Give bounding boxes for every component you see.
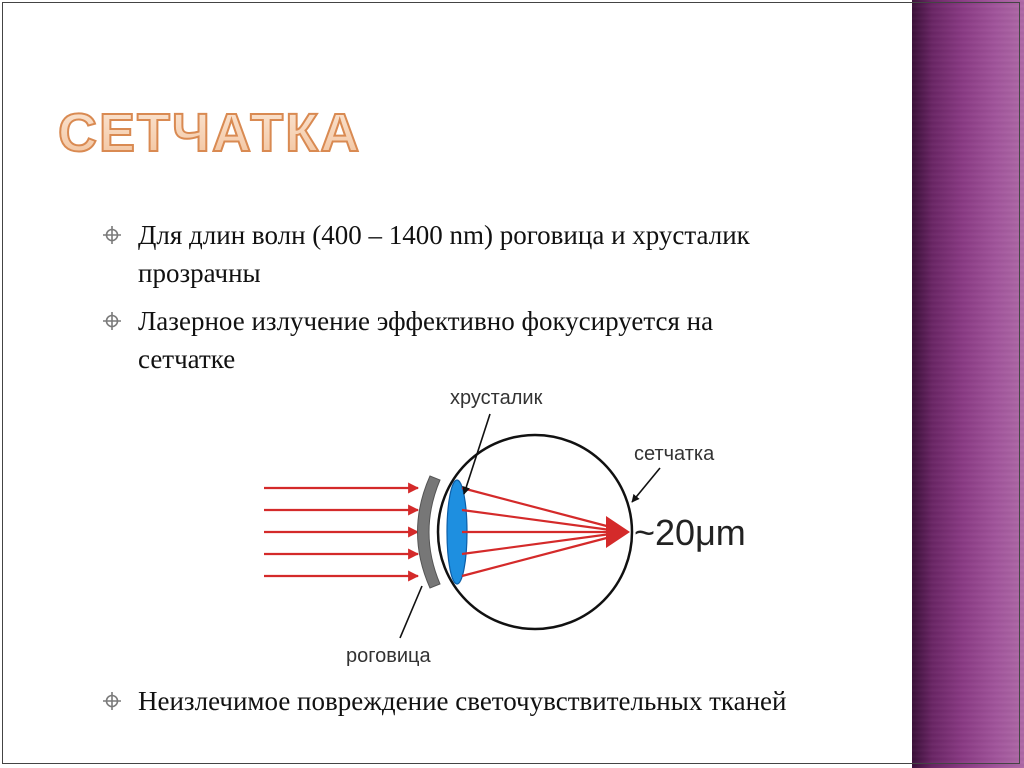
bullet-2-line-1: Лазерное излучение эффективно фокусируется на xyxy=(138,306,714,336)
bullet-3-line-1: Неизлечимое повреждение светочувствительных тканей xyxy=(138,686,787,716)
beam-out-2 xyxy=(462,510,618,531)
retina-pointer xyxy=(632,468,660,502)
cornea-pointer xyxy=(400,586,422,638)
beam-out-5 xyxy=(462,535,618,576)
bullet-1-line-1: Для длин волн (400 – 1400 nm) роговица и хрусталик xyxy=(138,220,750,250)
slide-title xyxy=(56,96,476,166)
beam-out-1 xyxy=(462,488,618,529)
lens-pointer xyxy=(464,414,490,494)
cornea-shape xyxy=(418,476,441,588)
slide-title-text: СЕТЧАТКА xyxy=(58,103,362,163)
decorative-side-bar xyxy=(912,0,1024,768)
crosshair-icon xyxy=(102,311,122,331)
crosshair-icon xyxy=(102,225,122,245)
focused-laser-beams xyxy=(462,488,618,576)
eye-focus-diagram xyxy=(250,376,780,676)
spot-size-label: ~20μm xyxy=(634,512,746,553)
beam-out-4 xyxy=(462,533,618,554)
bullet-1-line-2: прозрачны xyxy=(138,258,261,288)
cornea-label: роговица xyxy=(346,645,431,667)
retina-label: сетчатка xyxy=(634,443,715,465)
lens-label: хрусталик xyxy=(450,387,543,409)
focus-spot-arrow xyxy=(606,516,630,548)
bullet-2-line-2: сетчатке xyxy=(138,344,236,374)
incoming-laser-beams xyxy=(264,488,418,576)
crosshair-icon xyxy=(102,691,122,711)
